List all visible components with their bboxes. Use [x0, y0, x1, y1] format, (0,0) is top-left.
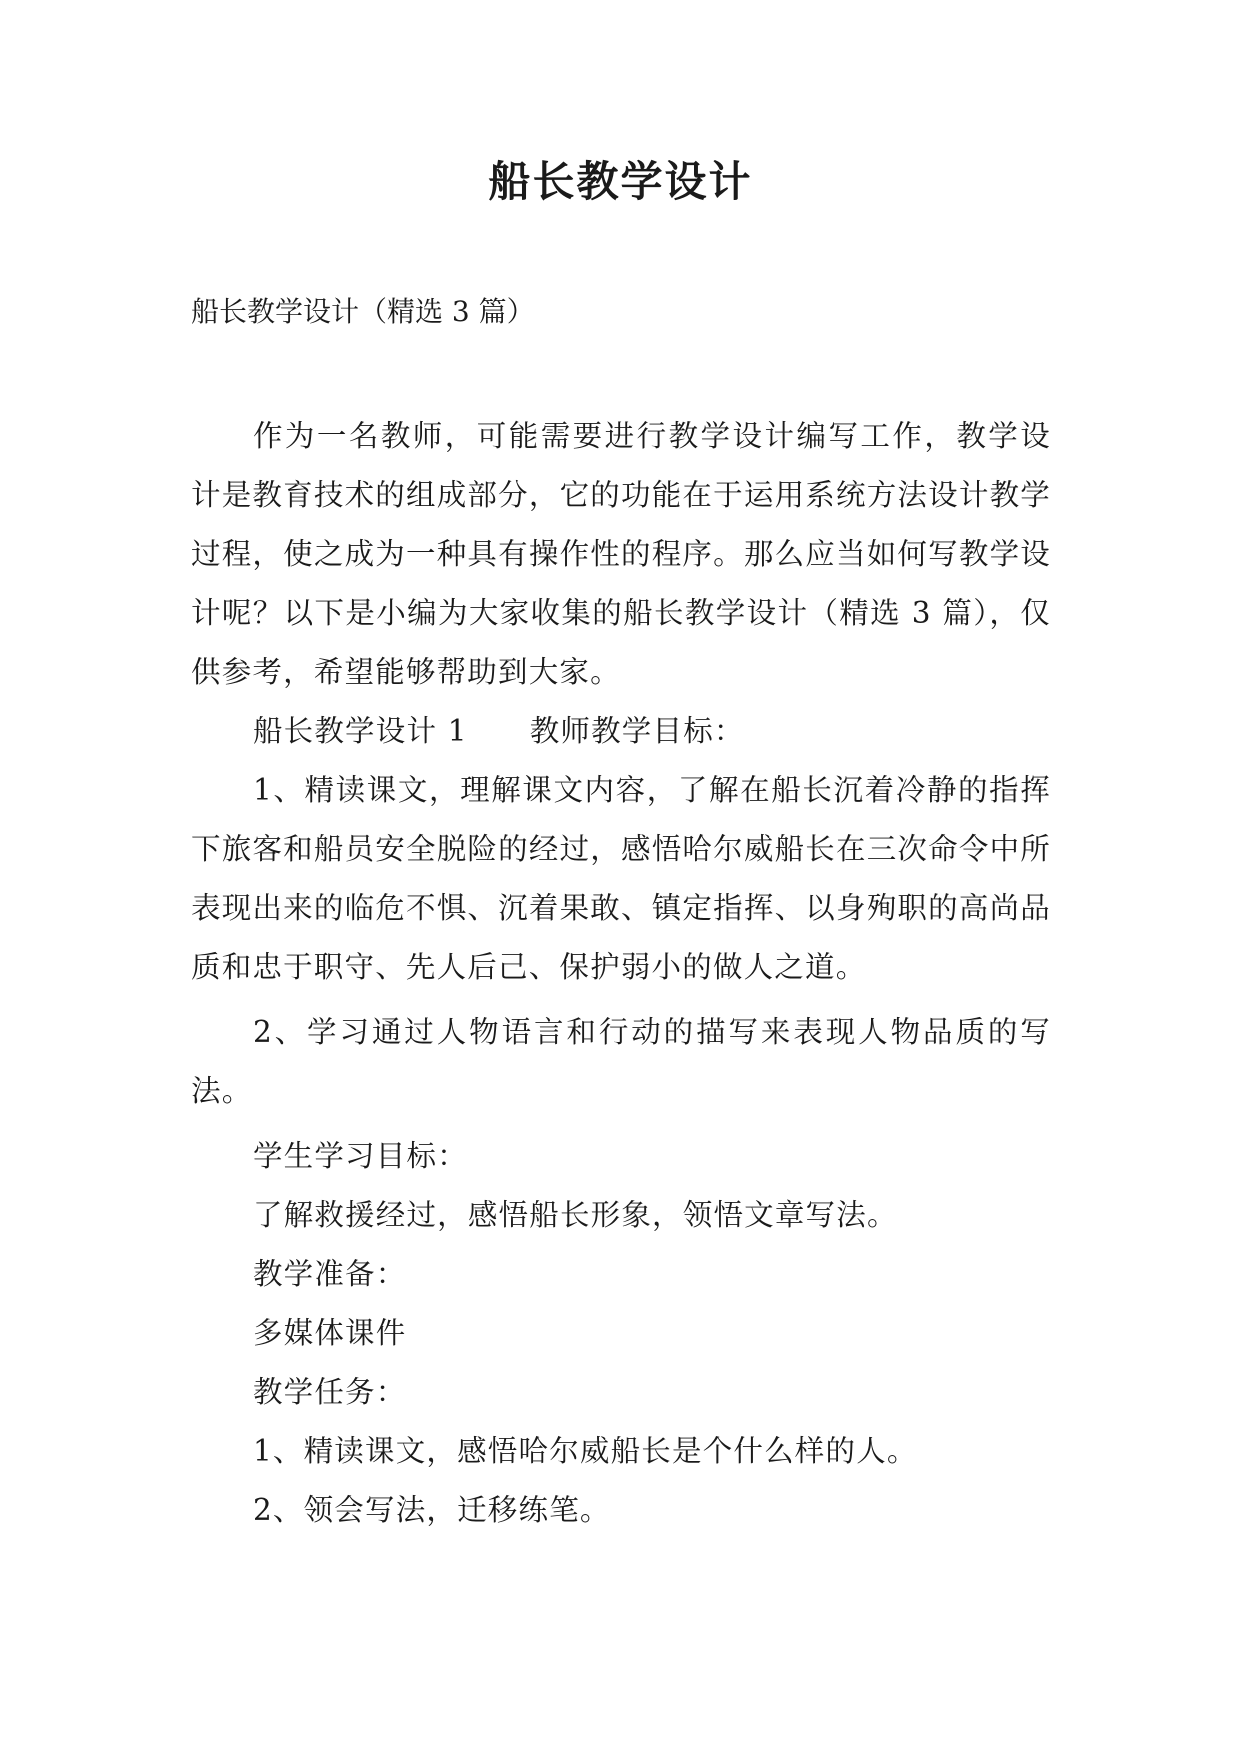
goal-1-paragraph: 1、精读课文，理解课文内容，了解在船长沉着冷静的指挥下旅客和船员安全脱险的经过，感悟哈尔威船长在三次命令中所表现出来的临危不惧、沉着果敢、镇定指挥、以身殉职的高尚品质和忠于职守、先人后己、保护弱小的做人之道。	[191, 773, 1051, 984]
document-title: 船长教学设计	[488, 157, 753, 206]
teacher-goal-label: 教师教学目标：	[529, 714, 745, 748]
document-subtitle: 船长教学设计（精选 3 篇）	[191, 295, 535, 328]
student-goal-label: 学生学习目标：	[252, 1139, 468, 1173]
section-title: 船长教学设计 1	[252, 714, 468, 748]
prep-label: 教学准备：	[252, 1257, 407, 1291]
goal-2-paragraph: 2、学习通过人物语言和行动的描写来表现人物品质的写法。	[191, 1015, 1051, 1108]
intro-paragraph: 作为一名教师，可能需要进行教学设计编写工作，教学设计是教育技术的组成部分，它的功能在于运用系统方法设计教学过程，使之成为一种具有操作性的程序。那么应当如何写教学设计呢？以下是小编为大家收集的船长教学设计（精选 3 篇），仅供参考，希望能够帮助到大家。	[191, 419, 1051, 689]
task-label: 教学任务：	[252, 1375, 407, 1409]
document-body	[191, 407, 1051, 1540]
section-heading-line	[191, 702, 1051, 761]
student-goal-paragraph: 了解救援经过，感悟船长形象，领悟文章写法。	[252, 1198, 898, 1232]
prep-paragraph: 多媒体课件	[252, 1316, 407, 1350]
task-2-paragraph: 2、领会写法，迁移练笔。	[252, 1493, 611, 1527]
task-1-paragraph: 1、精读课文，感悟哈尔威船长是个什么样的人。	[252, 1434, 918, 1468]
